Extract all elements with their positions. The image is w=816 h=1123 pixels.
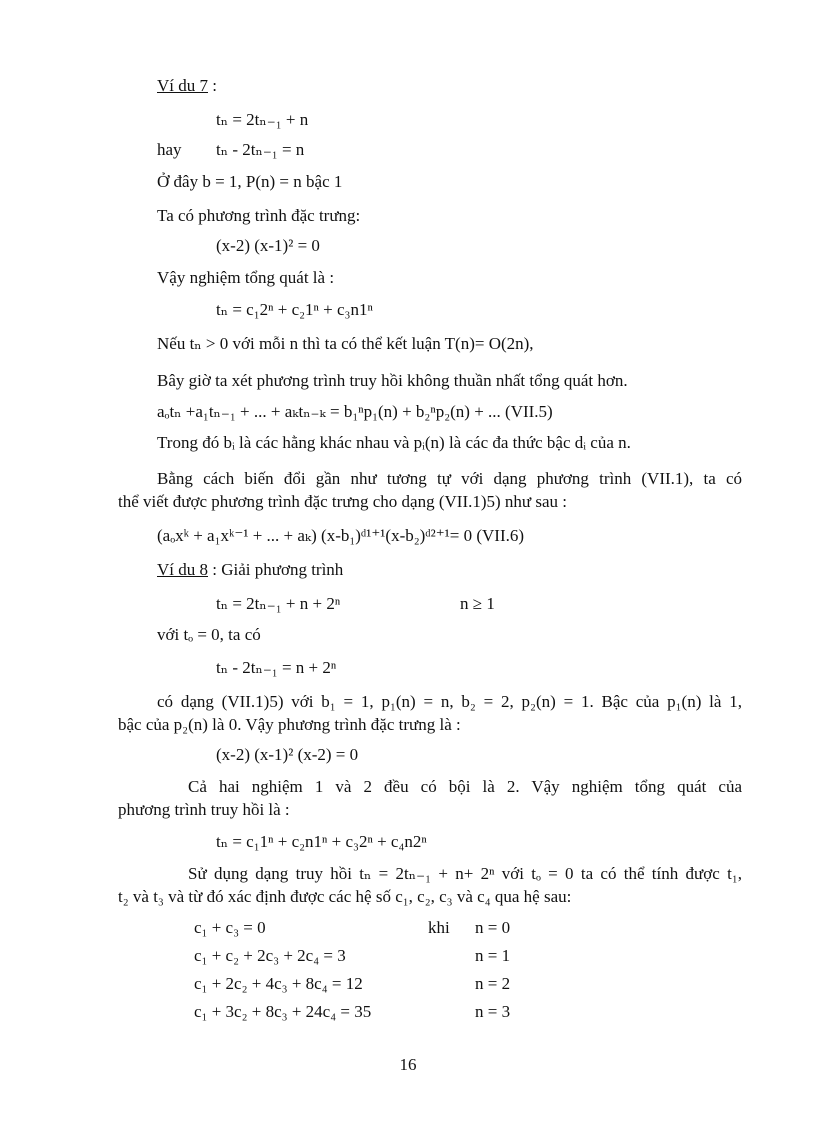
equation: (x-2) (x-1)² (x-2) = 0 <box>216 745 359 764</box>
page-number: 16 <box>399 1055 417 1074</box>
system-when: khi <box>428 918 450 937</box>
paragraph-line: có dạng (VII.1)5) với b₁ = 1, p₁(n) = n, b₂ = 2, p₂(n) = 1. Bậc của p₁(n) là 1, <box>157 692 742 711</box>
paragraph-line: phương trình truy hồi là : <box>118 800 290 819</box>
text-line: Ta có phương trình đặc trưng: <box>157 206 361 225</box>
system-condition: n = 1 <box>475 946 511 965</box>
system-equation: c₁ + c₂ + 2c₃ + 2c₄ = 3 <box>194 946 346 965</box>
equation: (x-2) (x-1)² = 0 <box>216 236 320 255</box>
equation: tₙ = c₁2ⁿ + c₂1ⁿ + c₃n1ⁿ <box>216 300 373 319</box>
equation: aₒtₙ +a₁tₙ₋₁ + ... + aₖtₙ₋ₖ = b₁ⁿp₁(n) + b₂ⁿp₂(n) + ... (VII.5) <box>157 402 553 421</box>
equation: tₙ - 2tₙ₋₁ = n <box>216 140 305 159</box>
example-8-heading: Ví du 8 : Giải phương trình <box>157 560 344 579</box>
hay-word: hay <box>157 140 182 159</box>
text-line: Nếu tₙ > 0 với mỗi n thì ta có thể kết luận T(n)= O(2n), <box>157 334 534 353</box>
system-condition: n = 2 <box>475 974 511 993</box>
example-8-label: Ví du 8 <box>157 560 208 579</box>
text-line: với tₒ = 0, ta có <box>157 625 261 644</box>
paragraph-line: Bằng cách biến đổi gần như tương tự với dạng phương trình (VII.1), ta có <box>157 469 742 488</box>
text-line: Trong đó bᵢ là các hằng khác nhau và pᵢ(n) là các đa thức bậc dᵢ của n. <box>157 433 631 452</box>
equation: tₙ = 2tₙ₋₁ + n + 2ⁿ <box>216 594 341 613</box>
text-line: Ở đây b = 1, P(n) = n bậc 1 <box>157 172 343 191</box>
equation: tₙ = 2tₙ₋₁ + n <box>216 110 309 129</box>
paragraph-line: bậc của p₂(n) là 0. Vậy phương trình đặc trưng là : <box>118 715 461 734</box>
text-line: Vậy nghiệm tổng quát là : <box>157 268 335 287</box>
text-line: Bây giờ ta xét phương trình truy hồi không thuần nhất tổng quát hơn. <box>157 371 628 390</box>
example-7-heading: Ví du 7 : <box>157 76 217 95</box>
system-condition: n = 0 <box>475 918 511 937</box>
equation: (aₒxᵏ + a₁xᵏ⁻¹ + ... + aₖ) (x-b₁)ᵈ¹⁺¹(x-b₂)ᵈ²⁺¹= 0 (VII.6) <box>157 526 525 545</box>
paragraph-line: Cả hai nghiệm 1 và 2 đều có bội là 2. Vậy nghiệm tổng quát của <box>188 777 742 796</box>
system-condition: n = 3 <box>475 1002 511 1021</box>
condition: n ≥ 1 <box>460 594 495 613</box>
system-equation: c₁ + c₃ = 0 <box>194 918 266 937</box>
paragraph-line: t₂ và t₃ và từ đó xác định được các hệ số c₁, c₂, c₃ và c₄ qua hệ sau: <box>118 887 572 906</box>
paragraph-line: thể viết được phương trình đặc trưng cho dạng (VII.1)5) như sau : <box>118 492 568 511</box>
equation: tₙ = c₁1ⁿ + c₂n1ⁿ + c₃2ⁿ + c₄n2ⁿ <box>216 832 427 851</box>
equation: tₙ - 2tₙ₋₁ = n + 2ⁿ <box>216 658 337 677</box>
example-7-label: Ví du 7 <box>157 76 208 95</box>
system-equation: c₁ + 3c₂ + 8c₃ + 24c₄ = 35 <box>194 1002 372 1021</box>
system-equation: c₁ + 2c₂ + 4c₃ + 8c₄ = 12 <box>194 974 363 993</box>
paragraph-line: Sử dụng dạng truy hồi tₙ = 2tₙ₋₁ + n+ 2ⁿ với tₒ = 0 ta có thể tính được t₁, <box>188 864 742 883</box>
